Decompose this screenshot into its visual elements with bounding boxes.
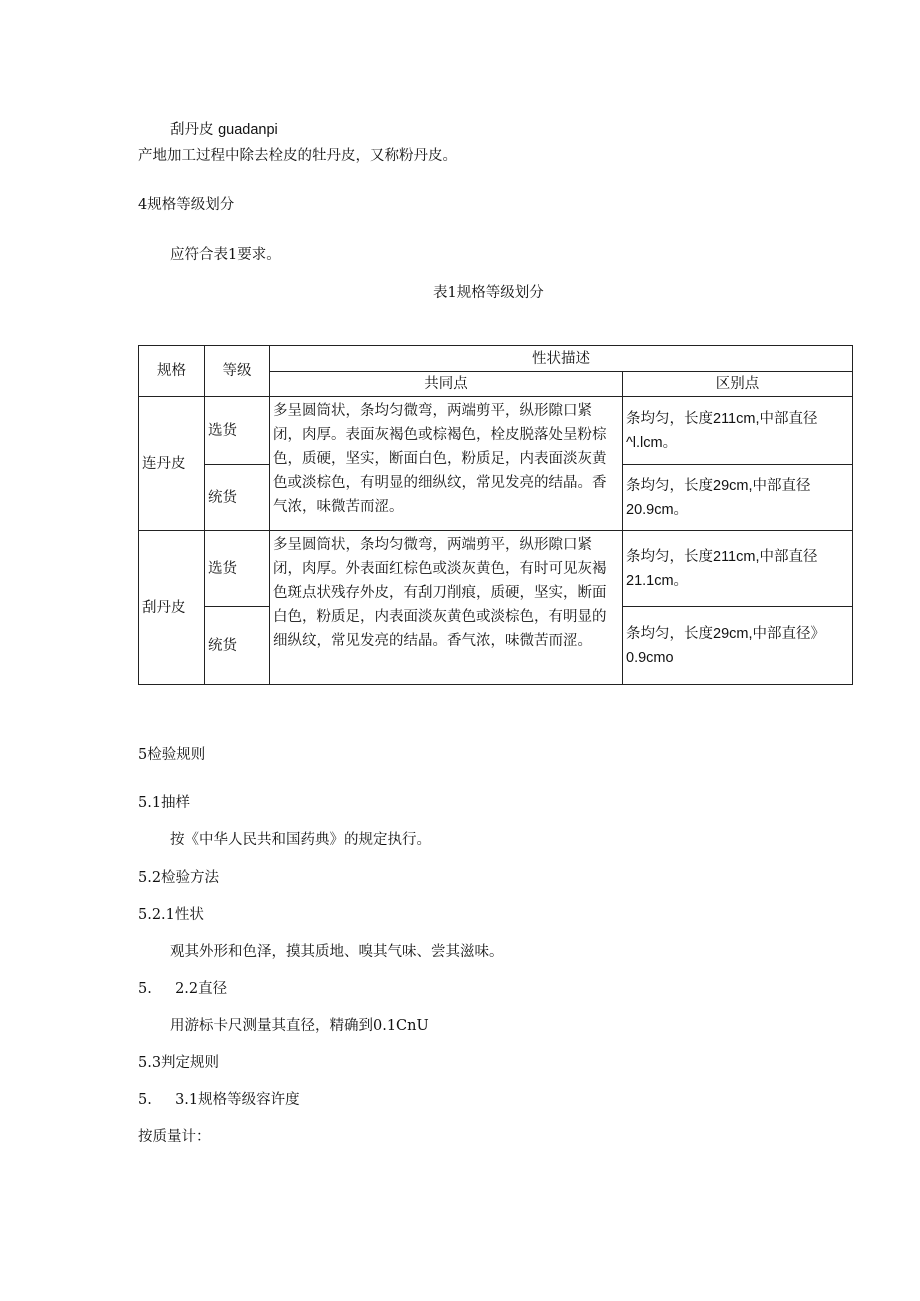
header-diff: 区别点 xyxy=(623,372,853,397)
section5-heading: 5检验规则 xyxy=(138,747,206,763)
diff-cell: 条均匀，长度211cm,中部直径^l.lcm。 xyxy=(623,397,853,465)
term-title-pinyin: guadanpi xyxy=(218,122,278,138)
term-title xyxy=(170,120,278,140)
section522-number: 5. xyxy=(138,981,152,997)
section53-heading: 5.3判定规则 xyxy=(138,1055,220,1071)
spec-cell: 连丹皮 xyxy=(139,397,205,531)
grade-cell: 选货 xyxy=(205,531,270,607)
section521-heading: 5.2.1性状 xyxy=(138,907,204,923)
diff-cell: 条均匀，长度29cm,中部直径》0.9cmo xyxy=(623,607,853,685)
common-desc-cell: 多呈圆筒状，条均匀微弯，两端剪平，纵形隙口紧闭，肉厚。外表面红棕色或淡灰黄色，有时可见灰褐色斑点状残存外皮，有刮刀削痕，质硬，坚实，断面白色，粉质足，内表面淡灰黄色或淡棕色，有明显的细纵纹，常见发亮的结晶。香气浓，味微苦而涩。 xyxy=(270,531,623,685)
section521-text: 观其外形和色泽，摸其质地、嗅其气味、尝其滋味。 xyxy=(170,944,504,960)
spec-cell: 刮丹皮 xyxy=(139,531,205,685)
section531-heading xyxy=(138,1090,300,1110)
section4-text: 应符合表1要求。 xyxy=(170,247,281,263)
table-caption: 表1规格等级划分 xyxy=(433,285,544,301)
section52-heading: 5.2检验方法 xyxy=(138,870,220,886)
grade-cell: 选货 xyxy=(205,397,270,465)
header-trait: 性状描述 xyxy=(270,346,853,372)
spec-grade-table xyxy=(138,345,853,685)
grade-cell: 统货 xyxy=(205,465,270,531)
term-title-cn: 刮丹皮 xyxy=(170,122,214,138)
section51-text: 按《中华人民共和国药典》的规定执行。 xyxy=(170,832,431,848)
header-common: 共同点 xyxy=(270,372,623,397)
diff-cell: 条均匀，长度29cm,中部直径20.9cm。 xyxy=(623,465,853,531)
section51-heading: 5.1抽样 xyxy=(138,795,191,811)
section522-heading xyxy=(138,979,227,999)
header-spec: 规格 xyxy=(139,346,205,397)
section531-title: 3.1规格等级容许度 xyxy=(175,1092,300,1108)
header-grade: 等级 xyxy=(205,346,270,397)
common-desc-cell: 多呈圆筒状，条均匀微弯，两端剪平，纵形隙口紧闭，肉厚。表面灰褐色或棕褐色，栓皮脱落处呈粉棕色，质硬，坚实，断面白色，粉质足，内表面淡灰黄色或淡棕色，有明显的细纵纹，常见发亮的结晶。香气浓，味微苦而涩。 xyxy=(270,397,623,531)
section522-text: 用游标卡尺测量其直径，精确到0.1CnU xyxy=(170,1018,429,1034)
section522-title: 2.2直径 xyxy=(175,981,228,997)
section531-text: 按质量计： xyxy=(138,1129,211,1145)
section4-heading: 4规格等级划分 xyxy=(138,197,235,213)
diff-cell: 条均匀，长度211cm,中部直径21.1cm。 xyxy=(623,531,853,607)
section531-number: 5. xyxy=(138,1092,152,1108)
grade-cell: 统货 xyxy=(205,607,270,685)
term-definition: 产地加工过程中除去栓皮的牡丹皮，又称粉丹皮。 xyxy=(138,148,457,164)
